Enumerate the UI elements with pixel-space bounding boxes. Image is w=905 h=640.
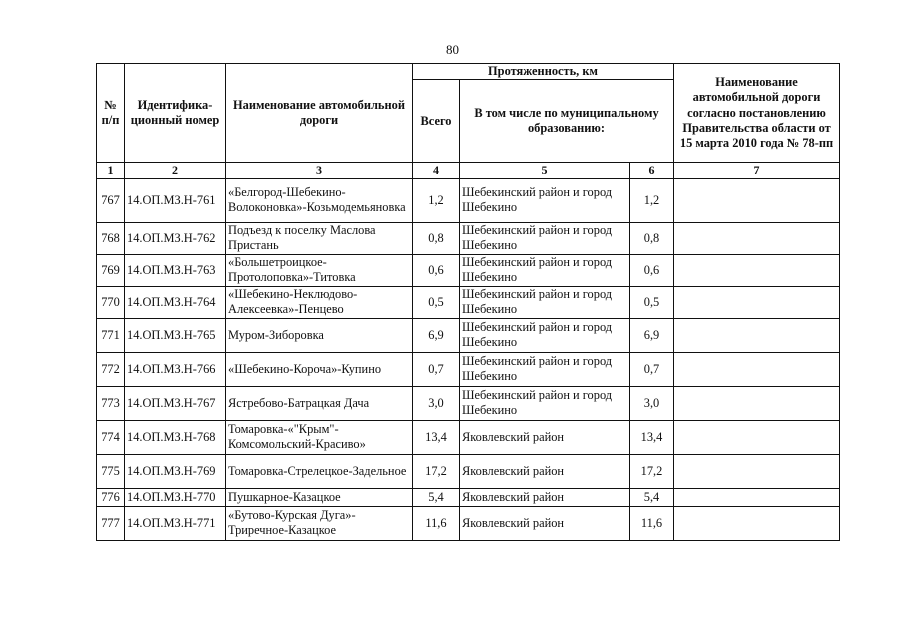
length-total: 1,2 (413, 178, 460, 222)
table-row (97, 254, 840, 286)
row-number: 769 (97, 254, 125, 286)
header-name-by-decree: Наименование автомобильной дороги согласно постановлению Правительства области от 15 марта 2010 года № 78-пп (674, 64, 840, 163)
length-municipality: 0,5 (630, 286, 674, 318)
road-id: 14.ОП.МЗ.Н-768 (125, 420, 226, 454)
column-number: 6 (630, 163, 674, 179)
road-name: «Белгород-Шебекино-Волоконовка»-Козьмодемьяновка (226, 178, 413, 222)
column-number: 5 (460, 163, 630, 179)
column-number: 1 (97, 163, 125, 179)
road-id: 14.ОП.МЗ.Н-765 (125, 318, 226, 352)
table-row (97, 318, 840, 352)
column-number: 3 (226, 163, 413, 179)
column-number: 2 (125, 163, 226, 179)
municipality: Шебекинский район и город Шебекино (460, 254, 630, 286)
municipality: Шебекинский район и город Шебекино (460, 318, 630, 352)
length-municipality: 13,4 (630, 420, 674, 454)
road-id: 14.ОП.МЗ.Н-763 (125, 254, 226, 286)
length-municipality: 0,8 (630, 222, 674, 254)
road-id: 14.ОП.МЗ.Н-770 (125, 488, 226, 506)
decree-name (674, 386, 840, 420)
roads-table (96, 63, 840, 541)
length-total: 13,4 (413, 420, 460, 454)
length-municipality: 0,7 (630, 352, 674, 386)
municipality: Шебекинский район и город Шебекино (460, 178, 630, 222)
length-total: 0,5 (413, 286, 460, 318)
row-number: 767 (97, 178, 125, 222)
road-name: Томаровка-Стрелецкое-Задельное (226, 454, 413, 488)
decree-name (674, 286, 840, 318)
length-total: 6,9 (413, 318, 460, 352)
decree-name (674, 420, 840, 454)
road-id: 14.ОП.МЗ.Н-769 (125, 454, 226, 488)
road-name: «Бутово-Курская Дуга»-Триречное-Казацкое (226, 506, 413, 540)
table-row (97, 420, 840, 454)
road-name: «Большетроицкое-Протолоповка»-Титовка (226, 254, 413, 286)
decree-name (674, 222, 840, 254)
road-name: «Шебекино-Неклюдово-Алексеевка»-Пенцево (226, 286, 413, 318)
road-id: 14.ОП.МЗ.Н-766 (125, 352, 226, 386)
municipality: Шебекинский район и город Шебекино (460, 352, 630, 386)
length-total: 0,7 (413, 352, 460, 386)
length-total: 0,6 (413, 254, 460, 286)
row-number: 771 (97, 318, 125, 352)
road-id: 14.ОП.МЗ.Н-764 (125, 286, 226, 318)
length-municipality: 17,2 (630, 454, 674, 488)
decree-name (674, 178, 840, 222)
row-number: 770 (97, 286, 125, 318)
road-name: Подъезд к поселку Маслова Пристань (226, 222, 413, 254)
road-id: 14.ОП.МЗ.Н-771 (125, 506, 226, 540)
decree-name (674, 454, 840, 488)
header-total: Всего (413, 80, 460, 163)
table-row (97, 222, 840, 254)
table-row (97, 286, 840, 318)
header-length-group: Протяженность, км (413, 64, 674, 80)
row-number: 773 (97, 386, 125, 420)
length-total: 11,6 (413, 506, 460, 540)
municipality: Яковлевский район (460, 506, 630, 540)
road-name: Пушкарное-Казацкое (226, 488, 413, 506)
table-row (97, 178, 840, 222)
municipality: Шебекинский район и город Шебекино (460, 386, 630, 420)
length-total: 5,4 (413, 488, 460, 506)
row-number: 775 (97, 454, 125, 488)
table-row (97, 352, 840, 386)
length-municipality: 3,0 (630, 386, 674, 420)
decree-name (674, 318, 840, 352)
length-municipality: 5,4 (630, 488, 674, 506)
decree-name (674, 506, 840, 540)
road-id: 14.ОП.МЗ.Н-761 (125, 178, 226, 222)
table-row (97, 386, 840, 420)
length-municipality: 11,6 (630, 506, 674, 540)
row-number: 776 (97, 488, 125, 506)
header-num: № п/п (97, 64, 125, 163)
decree-name (674, 488, 840, 506)
table-row (97, 454, 840, 488)
header-name: Наименование автомобильной дороги (226, 64, 413, 163)
decree-name (674, 352, 840, 386)
column-number: 4 (413, 163, 460, 179)
road-name: Ястребово-Батрацкая Дача (226, 386, 413, 420)
column-number: 7 (674, 163, 840, 179)
row-number: 774 (97, 420, 125, 454)
row-number: 768 (97, 222, 125, 254)
length-municipality: 6,9 (630, 318, 674, 352)
municipality: Шебекинский район и город Шебекино (460, 222, 630, 254)
length-total: 17,2 (413, 454, 460, 488)
length-municipality: 1,2 (630, 178, 674, 222)
municipality: Яковлевский район (460, 488, 630, 506)
municipality: Шебекинский район и город Шебекино (460, 286, 630, 318)
length-municipality: 0,6 (630, 254, 674, 286)
length-total: 3,0 (413, 386, 460, 420)
municipality: Яковлевский район (460, 420, 630, 454)
page-number: 80 (446, 42, 459, 57)
header-by-muni: В том числе по муниципальному образованию: (460, 80, 674, 163)
road-name: Муром-Зиборовка (226, 318, 413, 352)
table-row (97, 506, 840, 540)
road-id: 14.ОП.МЗ.Н-762 (125, 222, 226, 254)
table-row (97, 488, 840, 506)
decree-name (674, 254, 840, 286)
road-id: 14.ОП.МЗ.Н-767 (125, 386, 226, 420)
road-name: «Шебекино-Короча»-Купино (226, 352, 413, 386)
road-name: Томаровка-«"Крым"-Комсомольский-Красиво» (226, 420, 413, 454)
municipality: Яковлевский район (460, 454, 630, 488)
column-number-row (97, 163, 840, 179)
row-number: 772 (97, 352, 125, 386)
row-number: 777 (97, 506, 125, 540)
length-total: 0,8 (413, 222, 460, 254)
header-id: Идентифика-ционный номер (125, 64, 226, 163)
